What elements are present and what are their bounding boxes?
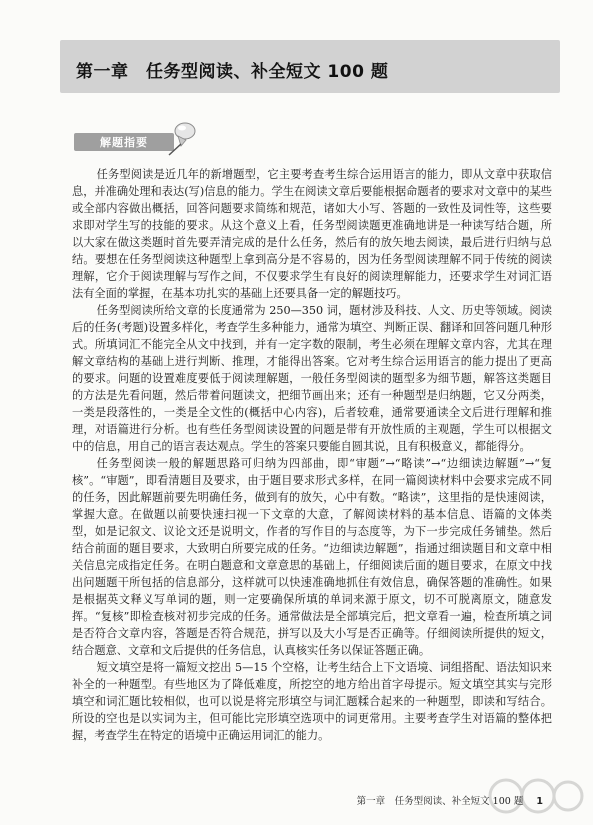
paragraph: 任务型阅读是近几年的新增题型，它主要考查考生综合运用语言的能力，即从文章中获取信息，并准确处理和表达(写)信息的能力。学生在阅读文章后要能根据命题者的要求对文章中的某些或全部内容做出概括，回答问题要求简练和规范，诸如大小写、答题的一致性及词性等，这些要求即对学生写的技能的要求。从这个意义上看，任务型阅读题更准确地讲是一种读写结合题，所以大家在做这类题时首先要弄清完成的是什么任务，然后有的放矢地去阅读，最后进行归纳与总结。要想在任务型阅读这种题型上拿到高分是不容易的，因为任务型阅读理解不同于传统的阅读理解，它介于阅读理解与写作之间，不仅要求学生有良好的阅读理解能力，还要求学生对词汇语法有全面的掌握，在基本功扎实的基础上还要具备一定的解题技巧。 [72, 168, 552, 300]
chapter-title: 第一章 任务型阅读、补全短文 100 题 [76, 62, 389, 82]
guide-body [72, 166, 552, 744]
paragraph: 任务型阅读所给文章的长度通常为 250—350 词，题材涉及科技、人文、历史等领域。阅读后的任务(考题)设置多样化，考查学生多种能力，通常为填空、判断正误、翻译和回答问题几种形式。所填词汇不能完全从文中找到，并有一定字数的限制，考生必须在理解文章内容，尤其在理解文章结构的基础上进行判断、推理，才能得出答案。它对考生综合运用语言的能力提出了更高的要求。问题的设置难度要低于阅读理解题，一般任务型阅读的题型多为细节题，解答这类题目的方法是先看问题，然后带着问题读文，把细节画出来；还有一种题型是归纳题，它又分两类，一类是段落性的，一类是全文性的(概括中心内容)，后者较难，通常要通读全文后进行理解和推理，对语篇进行分析。也有些任务型阅读设置的问题是带有开放性质的主观题，学生可以根据文中的信息，用自己的语言表达观点。学生的答案只要能自圆其说，且有积极意义，都能得分。 [72, 304, 552, 453]
section-label [74, 133, 174, 151]
section-label-text: 解题指要 [100, 136, 148, 149]
paragraph: 任务型阅读一般的解题思路可归纳为四部曲，即“审题”→“略读”→“边细读边解题”→“复核”。“审题”，即看清题目及要求，由于题目要求形式多样，在同一篇阅读材料中会要求完成不同的任务，因此解题前要先明确任务，做到有的放矢，心中有数。“略读”，这里指的是快速阅读，掌握大意。在做题以前要快速扫视一下文章的大意，了解阅读材料的基本信息、语篇的文体类型，如是记叙文、议论文还是说明文，作者的写作目的与态度等，为下一步完成任务铺垫。然后结合前面的题目要求，大致明白所要完成的任务。“边细读边解题”，指通过细读题目和文章中相关信息完成指定任务。在明白题意和文章意思的基础上，仔细阅读后面的题目要求，在原文中找出问题题干所包括的信息部分，这样就可以快速准确地抓住有效信息，确保答题的准确性。如果是根据英文释义写单词的题，则一定要确保所填的单词来源于原文，切不可脱离原文，随意发挥。“复核”即检查核对初步完成的任务。通常做法是全部填完后，把文章看一遍，检查所填之词是否符合文章内容，答题是否符合规范，拼写以及大小写是否正确等。仔细阅读所提供的短文，结合题意、文章和文后提供的任务信息，认真核实任务以保证答题正确。 [72, 457, 552, 657]
paragraph: 短文填空是将一篇短文挖出 5—15 个空格，让考生结合上下文语境、词组搭配、语法知识来补全的一种题型。有些地区为了降低难度，所挖空的地方给出首字母提示。短文填空其实与完形填空和词汇题比较相似，也可以说是将完形填空与词汇题糅合起来的一种题型，即读和写结合。所设的空也是以实词为主，但可能比完形填空选项中的词更常用。主要考查学生对语篇的整体把握，考查学生在特定的语境中正确运用词汇的能力。 [72, 661, 552, 742]
watermark-logo [486, 774, 586, 818]
pushpin-icon [164, 120, 200, 158]
page-number: 1 [536, 796, 543, 807]
running-title: 第一章 任务型阅读、补全短文 100 题 [356, 796, 524, 807]
